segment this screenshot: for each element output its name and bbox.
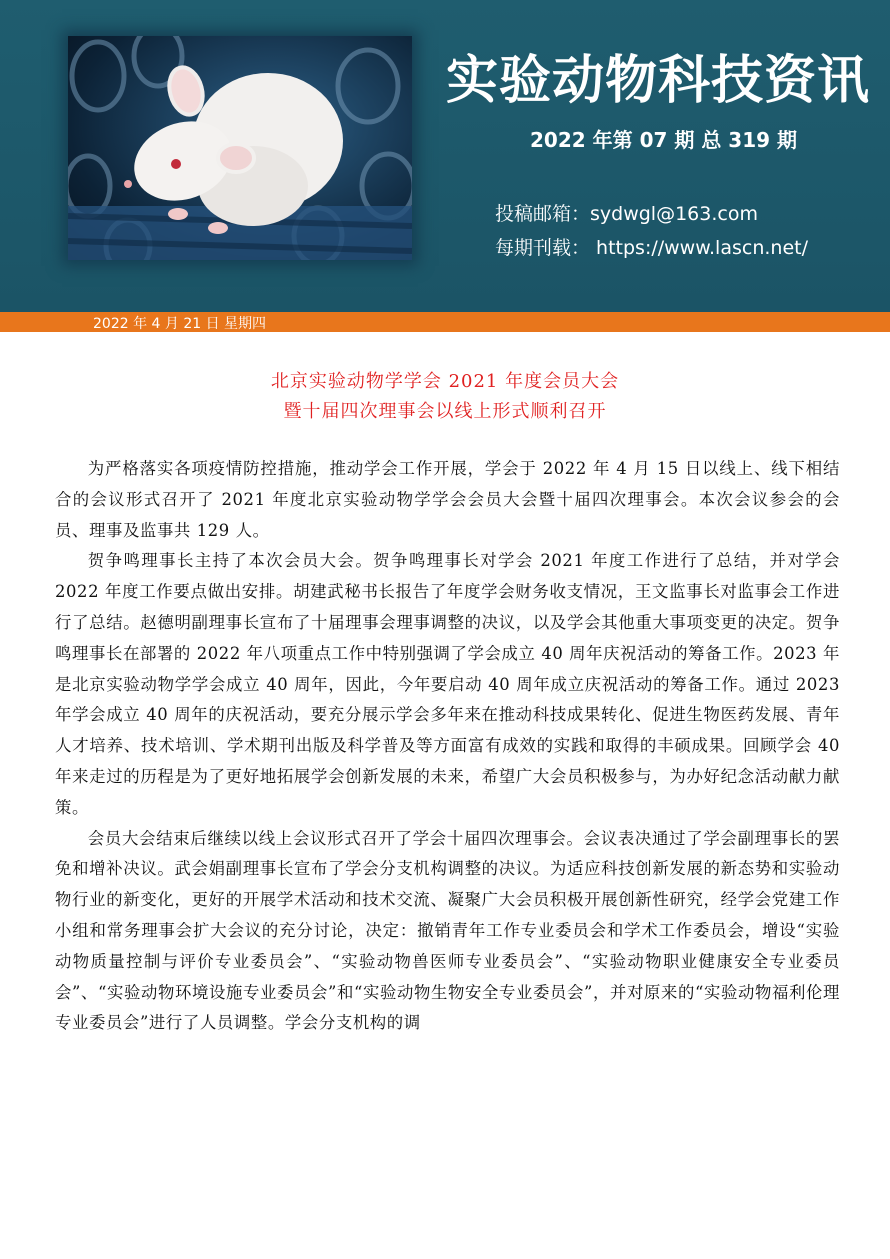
masthead xyxy=(0,0,890,312)
submission-email[interactable]: 投稿邮箱：sydwgl@163.com xyxy=(495,203,758,225)
article-paragraph: 贺争鸣理事长主持了本次会员大会。贺争鸣理事长对学会 2021 年度工作进行了总结，并对学会 2022 年度工作要点做出安排。胡建武秘书长报告了年度学会财务收支情况，王文监事长对监事会工作进行了总结。赵德明副理事长宣布了十届理事会理事调整的决议，以及学会其他重大事项变更的决定。贺争鸣理事长在部署的 2022 年八项重点工作中特别强调了学会成立 40 周年庆祝活动的筹备工作。2023 年是北京实验动物学学会成立 40 周年，因此，今年要启动 40 周年成立庆祝活动的筹备工作。通过 2023 年学会成立 40 周年的庆祝活动，要充分展示学会多年来在推动科技成果转化、促进生物医药发展、青年人才培养、技术培训、学术期刊出版及科学普及等方面富有成效的实践和取得的丰硕成果。回顾学会 40 年来走过的历程是为了更好地拓展学会创新发展的未来，希望广大会员积极参与，为办好纪念活动献力献策。 xyxy=(55,551,840,817)
article-body xyxy=(55,454,840,1039)
article-headline-line-2: 暨十届四次理事会以线上形式顺利召开 xyxy=(283,401,607,422)
magazine-title: 实验动物科技资讯 xyxy=(445,51,870,111)
website-link[interactable]: 每期刊载： https://www.lascn.net/ xyxy=(495,237,808,259)
lab-mouse-photo xyxy=(68,36,412,260)
article-paragraph: 会员大会结束后继续以线上会议形式召开了学会十届四次理事会。会议表决通过了学会副理事长的罢免和增补决议。武会娟副理事长宣布了学会分支机构调整的决议。为适应科技创新发展的新态势和实验动物行业的新变化，更好的开展学术活动和技术交流、凝聚广大会员积极开展创新性研究，经学会党建工作小组和常务理事会扩大会议的充分讨论，决定：撤销青年工作专业委员会和学术工作委员会，增设“实验动物质量控制与评价专业委员会”、“实验动物兽医师专业委员会”、“实验动物职业健康安全专业委员会”、“实验动物环境设施专业委员会”和“实验动物生物安全专业委员会”，并对原来的“实验动物福利伦理专业委员会”进行了人员调整。学会分支机构的调 xyxy=(55,828,840,1033)
publish-date: 2022 年 4 月 21 日 星期四 xyxy=(93,316,267,332)
article-headline-line-1: 北京实验动物学学会 2021 年度会员大会 xyxy=(270,371,620,392)
date-bar xyxy=(0,312,890,332)
article-paragraph: 为严格落实各项疫情防控措施，推动学会工作开展，学会于 2022 年 4 月 15 日以线上、线下相结合的会议形式召开了 2021 年度北京实验动物学学会会员大会暨十届四次理事会。本次会议参会的会员、理事及监事共 129 人。 xyxy=(55,459,840,540)
issue-number: 2022 年第 07 期 总 319 期 xyxy=(530,128,798,152)
